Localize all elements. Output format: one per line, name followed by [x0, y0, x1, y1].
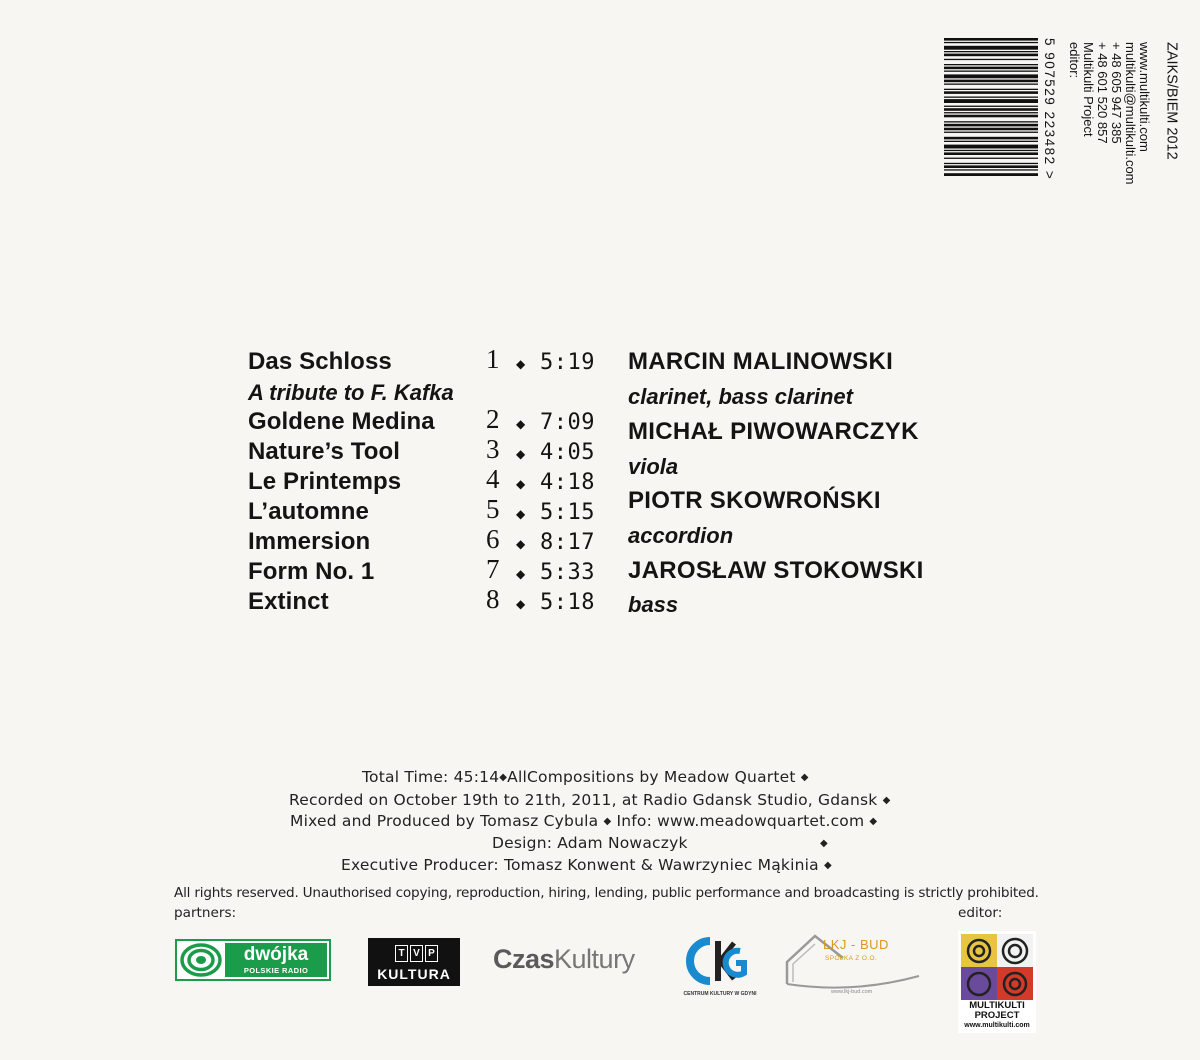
musician-instrument: viola	[628, 454, 679, 479]
rights-organization: ZAIKS/BIEM 2012	[1163, 42, 1180, 160]
kultury-word: Kultury	[554, 944, 635, 974]
tvp-letter: P	[425, 945, 438, 962]
multikulti-name	[958, 1001, 1036, 1021]
track-separator-icon: ◆	[516, 537, 526, 551]
track-number: 1	[486, 344, 500, 374]
musician-name: JAROSŁAW STOKOWSKI	[628, 557, 924, 584]
lkj-title: LKJ - BUD	[823, 937, 889, 952]
musician-instrument: accordion	[628, 523, 734, 548]
track-title: Immersion	[248, 528, 371, 555]
lkj-url: www.lkj-bud.com	[831, 989, 873, 995]
track-duration: 5:15	[540, 500, 595, 525]
executive-producer-credit: Executive Producer: Tomasz Konwent & Wawrzyniec Mąkinia	[341, 856, 819, 874]
total-time: Total Time: 45:14	[362, 768, 500, 786]
track-number: 7	[486, 554, 500, 584]
tvp-kultura-logo	[368, 938, 460, 986]
track-title: Goldene Medina	[248, 408, 435, 435]
editor-name: Multikulti Project	[1081, 42, 1096, 137]
musician-name: MICHAŁ PIWOWARCZYK	[628, 418, 919, 445]
multikulti-line-2: PROJECT	[974, 1010, 1020, 1021]
editor-label: editor:	[958, 905, 1003, 921]
diamond-icon: ◆	[869, 816, 878, 827]
track-separator-icon: ◆	[516, 597, 526, 611]
editor-phone-2: + 48 605 947 385	[1109, 42, 1124, 144]
credit-line-1	[362, 768, 809, 786]
track-number: 4	[486, 464, 500, 494]
track-title: L’automne	[248, 498, 369, 525]
diamond-icon: ◆	[824, 860, 832, 871]
dwojka-subtitle: POLSKIE RADIO	[243, 966, 309, 975]
production-credit: Mixed and Produced by Tomasz Cybula	[290, 812, 599, 830]
tvp-kultura-word: KULTURA	[377, 966, 451, 982]
track-duration: 4:18	[540, 470, 595, 495]
musician-instrument: bass	[628, 592, 679, 617]
track-title: Le Printemps	[248, 468, 402, 495]
track-number: 6	[486, 524, 500, 554]
track-title: Nature’s Tool	[248, 438, 400, 465]
rights-notice: All rights reserved. Unauthorised copying, reproduction, hiring, lending, public performance and broadcasting is strictly prohibited.	[174, 885, 1039, 901]
track-subtitle: A tribute to F. Kafka	[248, 380, 454, 405]
credit-line-5	[341, 856, 832, 874]
ckg-mark-icon	[680, 935, 760, 989]
barcode-digits: 5 907529 223482 >	[1042, 38, 1057, 181]
info-credit: Info: www.meadowquartet.com	[616, 812, 865, 830]
multikulti-url: www.multikulti.com	[964, 1022, 1030, 1029]
track-duration: 8:17	[540, 530, 595, 555]
track-separator-icon: ◆	[516, 357, 526, 371]
czas-kultury-logo	[493, 944, 635, 975]
track-number: 3	[486, 434, 500, 464]
ckg-logo	[680, 935, 760, 997]
track-separator-icon: ◆	[516, 417, 526, 431]
diamond-icon: ◆	[499, 772, 508, 783]
diamond-icon: ◆	[882, 795, 891, 806]
radio-waves-icon	[179, 943, 223, 977]
track-title: Extinct	[248, 588, 329, 615]
track-separator-icon: ◆	[516, 567, 526, 581]
multikulti-logo	[958, 931, 1036, 1033]
editor-email: multikulti@multikulti.com	[1123, 42, 1138, 185]
track-number: 2	[486, 404, 500, 434]
track-title: Form No. 1	[248, 558, 375, 585]
diamond-icon: ◆	[603, 816, 612, 827]
credit-line-3	[290, 812, 877, 830]
track-separator-icon: ◆	[516, 447, 526, 461]
tvp-letter: V	[410, 945, 423, 962]
credit-line-2	[289, 791, 890, 809]
diamond-icon: ◆	[800, 772, 809, 783]
track-duration: 5:18	[540, 590, 595, 615]
partners-label: partners:	[174, 905, 237, 921]
tvp-letter: T	[395, 945, 408, 962]
editor-website: www.multikulti.com	[1137, 42, 1152, 152]
musician-name: MARCIN MALINOWSKI	[628, 348, 894, 375]
recording-credit: Recorded on October 19th to 21th, 2011, at Radio Gdansk Studio, Gdansk	[289, 791, 878, 809]
multikulti-line-1: MULTIKULTI	[969, 1000, 1025, 1011]
ckg-caption: CENTRUM KULTURY W GDYNI	[683, 991, 757, 997]
track-separator-icon: ◆	[516, 507, 526, 521]
design-credit: Design: Adam Nowaczyk	[492, 834, 688, 852]
track-duration: 5:33	[540, 560, 595, 585]
track-duration: 4:05	[540, 440, 595, 465]
credit-line-4-diamond	[820, 834, 828, 852]
musician-instrument: clarinet, bass clarinet	[628, 384, 853, 409]
editor-phone-1: + 48 601 520 857	[1095, 42, 1110, 144]
compositions-credit: AllCompositions by Meadow Quartet	[507, 768, 796, 786]
track-number: 5	[486, 494, 500, 524]
diamond-icon: ◆	[820, 838, 828, 849]
track-number: 8	[486, 584, 500, 614]
musician-name: PIOTR SKOWROŃSKI	[628, 487, 881, 514]
dwojka-logo	[175, 939, 331, 981]
multikulti-spiral-icon	[961, 934, 1033, 1000]
czas-word: Czas	[493, 944, 555, 974]
barcode-bars	[944, 38, 1038, 176]
editor-label-vertical: editor:	[1067, 42, 1082, 79]
lkj-subtitle: SPÓŁKA Z O.O.	[825, 955, 878, 962]
track-title: Das Schloss	[248, 348, 392, 375]
track-duration: 7:09	[540, 410, 595, 435]
track-duration: 5:19	[540, 350, 595, 375]
track-separator-icon: ◆	[516, 477, 526, 491]
dwojka-word: dwójka	[243, 944, 309, 965]
barcode	[944, 38, 1044, 176]
lkj-bud-logo	[783, 930, 923, 1002]
